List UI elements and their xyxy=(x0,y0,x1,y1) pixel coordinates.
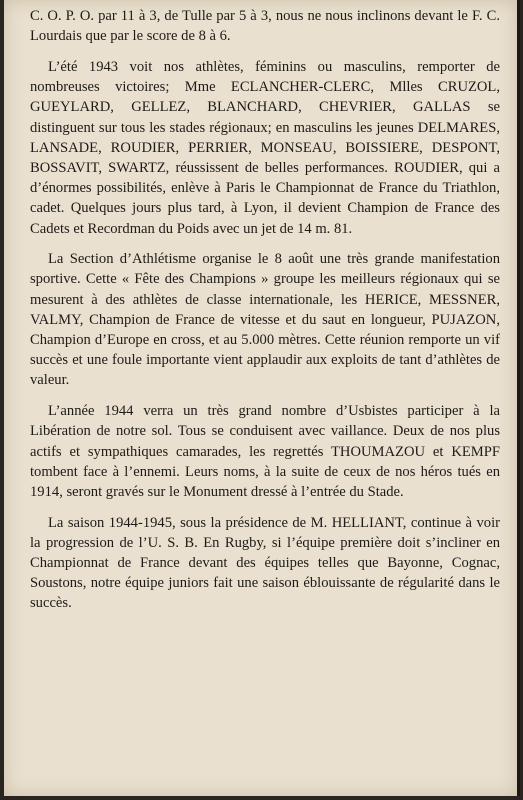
document-body xyxy=(30,6,500,624)
document-page xyxy=(4,0,520,796)
paragraph-fete-des-champions: La Section d’Athlétisme organise le 8 août une très grande manifestation sportive. Cette « Fête des Champions » groupe les meilleurs régionaux qui se mesurent à des athlètes de classe internationale, les HERICE, MESSNER, VALMY, Champion de France de vitesse et du saut en longueur, PUJAZON, Champion d’Europe en cross, et au 5.000 mètres. Cette réunion remporte un vif succès et une foule importante vient applaudir aux exploits de tant d’athlètes de valeur. xyxy=(30,251,500,389)
paragraph-rugby-results: C. O. P. O. par 11 à 3, de Tulle par 5 à 3, nous ne nous inclinons devant le F. C. Lourdais que par le score de 8 à 6. xyxy=(30,8,500,45)
paragraph-season-1944-1945: La saison 1944-1945, sous la présidence de M. HELLIANT, continue à voir la progression de l’U. S. B. En Rugby, si l’équipe première doit s’incliner en Championnat de France devant des équipes telles que Bayonne, Cognac, Soustons, notre équipe juniors fait une saison éblouissante de régularité dans le succès. xyxy=(30,514,500,612)
paragraph-year-1944: L’année 1944 verra un très grand nombre d’Usbistes participer à la Libération de notre sol. Tous se conduisent avec vaillance. Deux de nos plus actifs et sympathiques camarades, les regrettés THOUMAZOU et KEMPF tombent face à l’ennemi. Leurs noms, à la suite de ceux de nos héros tués en 1914, seront gravés sur le Monument dressé à l’entrée du Stade. xyxy=(30,403,500,500)
paragraph-summer-1943: L’été 1943 voit nos athlètes, féminins ou masculins, remporter de nombreuses victoires; Mme ECLANCHER-CLERC, Mlles CRUZOL, GUEYLARD, GELLEZ, BLANCHARD, CHEVRIER, GALLAS se distinguent sur tous les stades régionaux; en masculins les jeunes DELMARES, LANSADE, ROUDIER, PERRIER, MONSEAU, BOISSIERE, DESPONT, BOSSAVIT, SWARTZ, réussissent de belles performances. ROUDIER, qui a d’énormes possibilités, enlève à Paris le Championnat de France du Triathlon, cadet. Quelques jours plus tard, à Lyon, il devient Champion de France des Cadets et Recordman du Poids avec un jet de 14 m. 81. xyxy=(30,58,500,237)
